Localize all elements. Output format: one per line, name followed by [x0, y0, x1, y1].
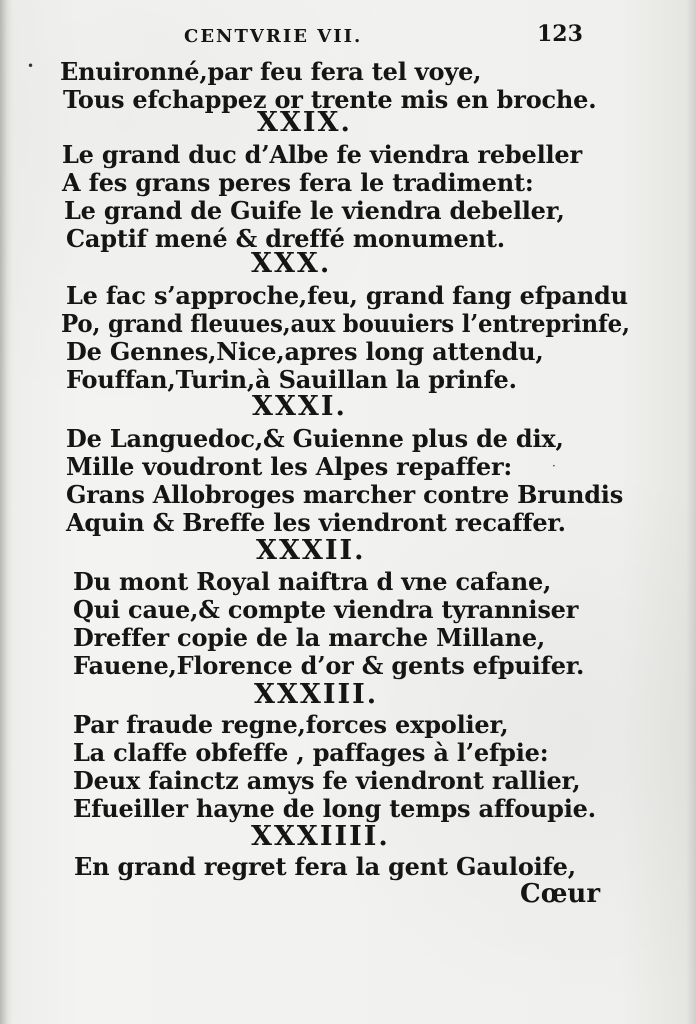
verse-line: Le grand duc d’Albe fe viendra rebeller — [62, 140, 582, 169]
verse-line: Qui caue,& compte viendra tyranniser — [73, 595, 579, 624]
quatrain-number: XXX. — [251, 248, 332, 279]
ink-speck: • — [27, 59, 35, 73]
quatrain-number: XXXI. — [252, 391, 347, 422]
quatrain-number: XXXII. — [256, 535, 366, 566]
verse-line: En grand regret fera la gent Gauloife, — [74, 852, 576, 881]
running-head: CENTVRIE VII. — [184, 26, 363, 47]
verse-line: Deux fainctz amys fe viendront rallier, — [73, 766, 581, 795]
verse-line: Captif mené & dreffé monument. — [66, 224, 505, 253]
verse-line: De Languedoc,& Guienne plus de dix, — [66, 424, 564, 453]
quatrain-number: XXIX. — [257, 107, 352, 138]
verse-line: Tous efchappez or trente mis en broche. — [63, 85, 597, 114]
quatrain-number: XXXIIII. — [251, 821, 390, 852]
verse-line: Aquin & Breffe les viendront recaffer. — [66, 508, 566, 537]
verse-line: Du mont Royal naiftra d vne cafane, — [73, 567, 552, 596]
verse-line: Grans Allobroges marcher contre Brundis — [66, 480, 624, 509]
catchword: Cœur — [520, 879, 601, 909]
ink-speck: · — [552, 459, 556, 473]
verse-line: Par fraude regne,forces expolier, — [73, 710, 509, 739]
quatrain-number: XXXIII. — [254, 679, 379, 710]
verse-line: Le grand de Guife le viendra debeller, — [64, 196, 565, 225]
verse-line: La claffe obfeffe , paffages à l’efpie: — [73, 738, 549, 767]
verse-line: Mille voudront les Alpes repaffer: — [66, 452, 513, 481]
verse-line: Enuironné,par feu fera tel voye, — [60, 57, 482, 86]
verse-line: Fauene,Florence d’or & gents efpuifer. — [73, 651, 585, 680]
verse-line: Fouffan,Turin,à Sauillan la prinfe. — [66, 365, 517, 394]
verse-line: Po, grand fleuues,aux bouuiers l’entreprinfe, — [61, 309, 630, 338]
page-number: 123 — [537, 21, 583, 47]
verse-line: A fes grans peres fera le tradiment: — [62, 168, 534, 197]
verse-line: Efueiller hayne de long temps affoupie. — [73, 794, 596, 823]
verse-line: De Gennes,Nice,apres long attendu, — [66, 337, 544, 366]
verse-line: Dreffer copie de la marche Millane, — [73, 623, 546, 652]
verse-line: Le fac s’approche,feu, grand fang efpandu — [66, 281, 628, 310]
